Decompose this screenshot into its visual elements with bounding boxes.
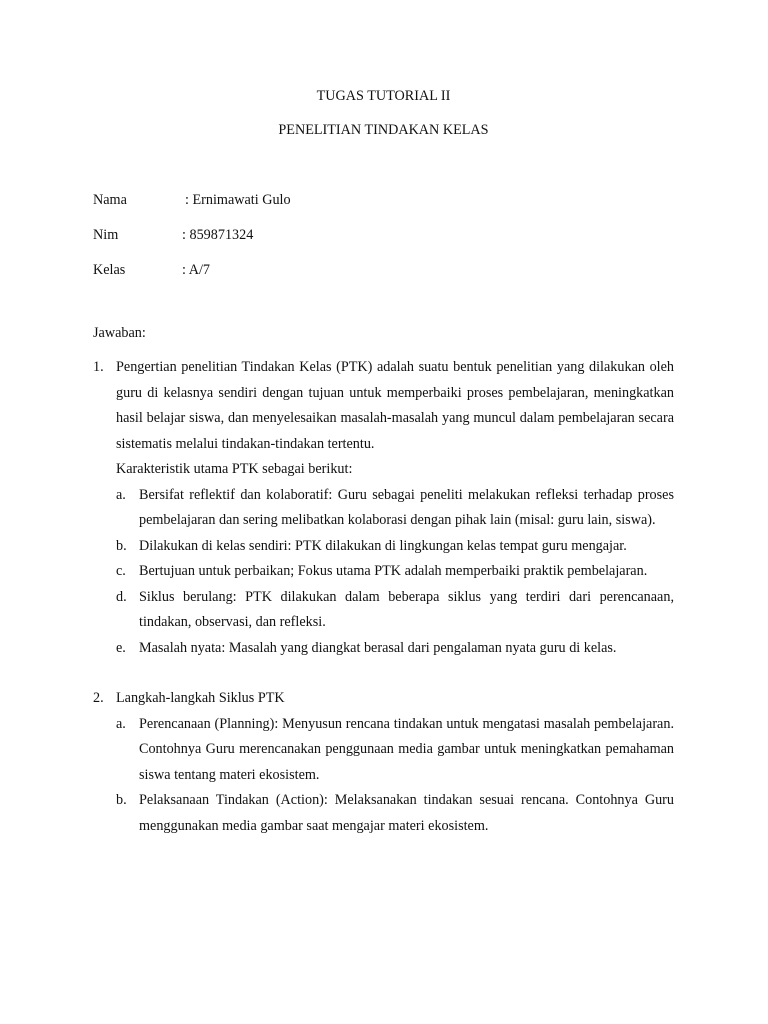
info-value: : Ernimawati Gulo [185, 192, 291, 208]
sub-item [116, 585, 674, 636]
item-intro: Langkah-langkah Siklus PTK [116, 690, 285, 706]
sub-text: Bersifat reflektif dan kolaboratif: Guru sebagai peneliti melakukan refleksi terhadap proses pembelajaran dan sering melibatkan kolaborasi dengan pihak lain (misal: guru lain, siswa). [139, 486, 674, 528]
info-value: : A/7 [182, 262, 210, 278]
sub-item [116, 788, 674, 839]
sub-letter: c. [116, 563, 126, 579]
info-row-nim [93, 223, 674, 248]
document-subtitle: PENELITIAN TINDAKAN KELAS [278, 122, 489, 138]
sub-letter: b. [116, 792, 127, 808]
list-item [93, 686, 674, 839]
item-lead: Karakteristik utama PTK sebagai berikut: [116, 461, 353, 477]
item-number: 1. [93, 359, 104, 375]
sub-item [116, 559, 674, 585]
sub-text: Perencanaan (Planning): Menyusun rencana tindakan untuk mengatasi masalah pembelajaran. Contohnya Guru merencanakan penggunaan media gambar untuk meningkatkan pemahaman siswa tentang materi ekosistem. [139, 715, 674, 783]
info-row-kelas [93, 258, 674, 283]
sub-text: Masalah nyata: Masalah yang diangkat berasal dari pengalaman nyata guru di kelas. [139, 639, 617, 656]
answer-list [93, 355, 674, 839]
item-intro: Pengertian penelitian Tindakan Kelas (PTK) adalah suatu bentuk penelitian yang dilakukan oleh guru di kelasnya sendiri dengan tujuan untuk memperbaiki proses pembelajaran, meningkatkan hasil belajar siswa, dan menyelesaikan masalah-masalah yang muncul dalam pembelajaran secara sistematis melalui tindakan-tindakan tertentu. [116, 359, 674, 452]
item-number: 2. [93, 690, 104, 706]
sub-item [116, 483, 674, 534]
sub-item [116, 534, 674, 560]
sub-letter: a. [116, 715, 126, 732]
sub-text: Pelaksanaan Tindakan (Action): Melaksanakan tindakan sesuai rencana. Contohnya Guru menggunakan media gambar saat mengajar materi ekosistem. [139, 792, 674, 834]
document-page [93, 84, 674, 839]
sub-letter: e. [116, 639, 126, 656]
sub-item [116, 636, 674, 662]
list-item [93, 355, 674, 661]
sub-letter: b. [116, 537, 127, 554]
student-info [93, 188, 674, 283]
sub-text: Bertujuan untuk perbaikan; Fokus utama PTK adalah memperbaiki praktik pembelajaran. [139, 563, 648, 579]
sub-item [116, 712, 674, 789]
item-body [116, 355, 674, 661]
sub-letter: a. [116, 486, 126, 503]
info-label: Nama [93, 192, 127, 208]
document-title: TUGAS TUTORIAL II [316, 88, 451, 104]
sub-text: Siklus berulang: PTK dilakukan dalam beberapa siklus yang terdiri dari perencanaan, tindakan, observasi, dan refleksi. [139, 588, 674, 630]
info-row-nama [93, 188, 674, 213]
item-body [116, 686, 674, 839]
info-label: Nim [93, 227, 119, 243]
info-value: : 859871324 [182, 227, 254, 243]
sub-letter: d. [116, 588, 127, 605]
answer-heading: Jawaban: [93, 325, 146, 341]
sub-text: Dilakukan di kelas sendiri: PTK dilakukan di lingkungan kelas tempat guru mengajar. [139, 537, 627, 554]
info-label: Kelas [93, 262, 126, 278]
